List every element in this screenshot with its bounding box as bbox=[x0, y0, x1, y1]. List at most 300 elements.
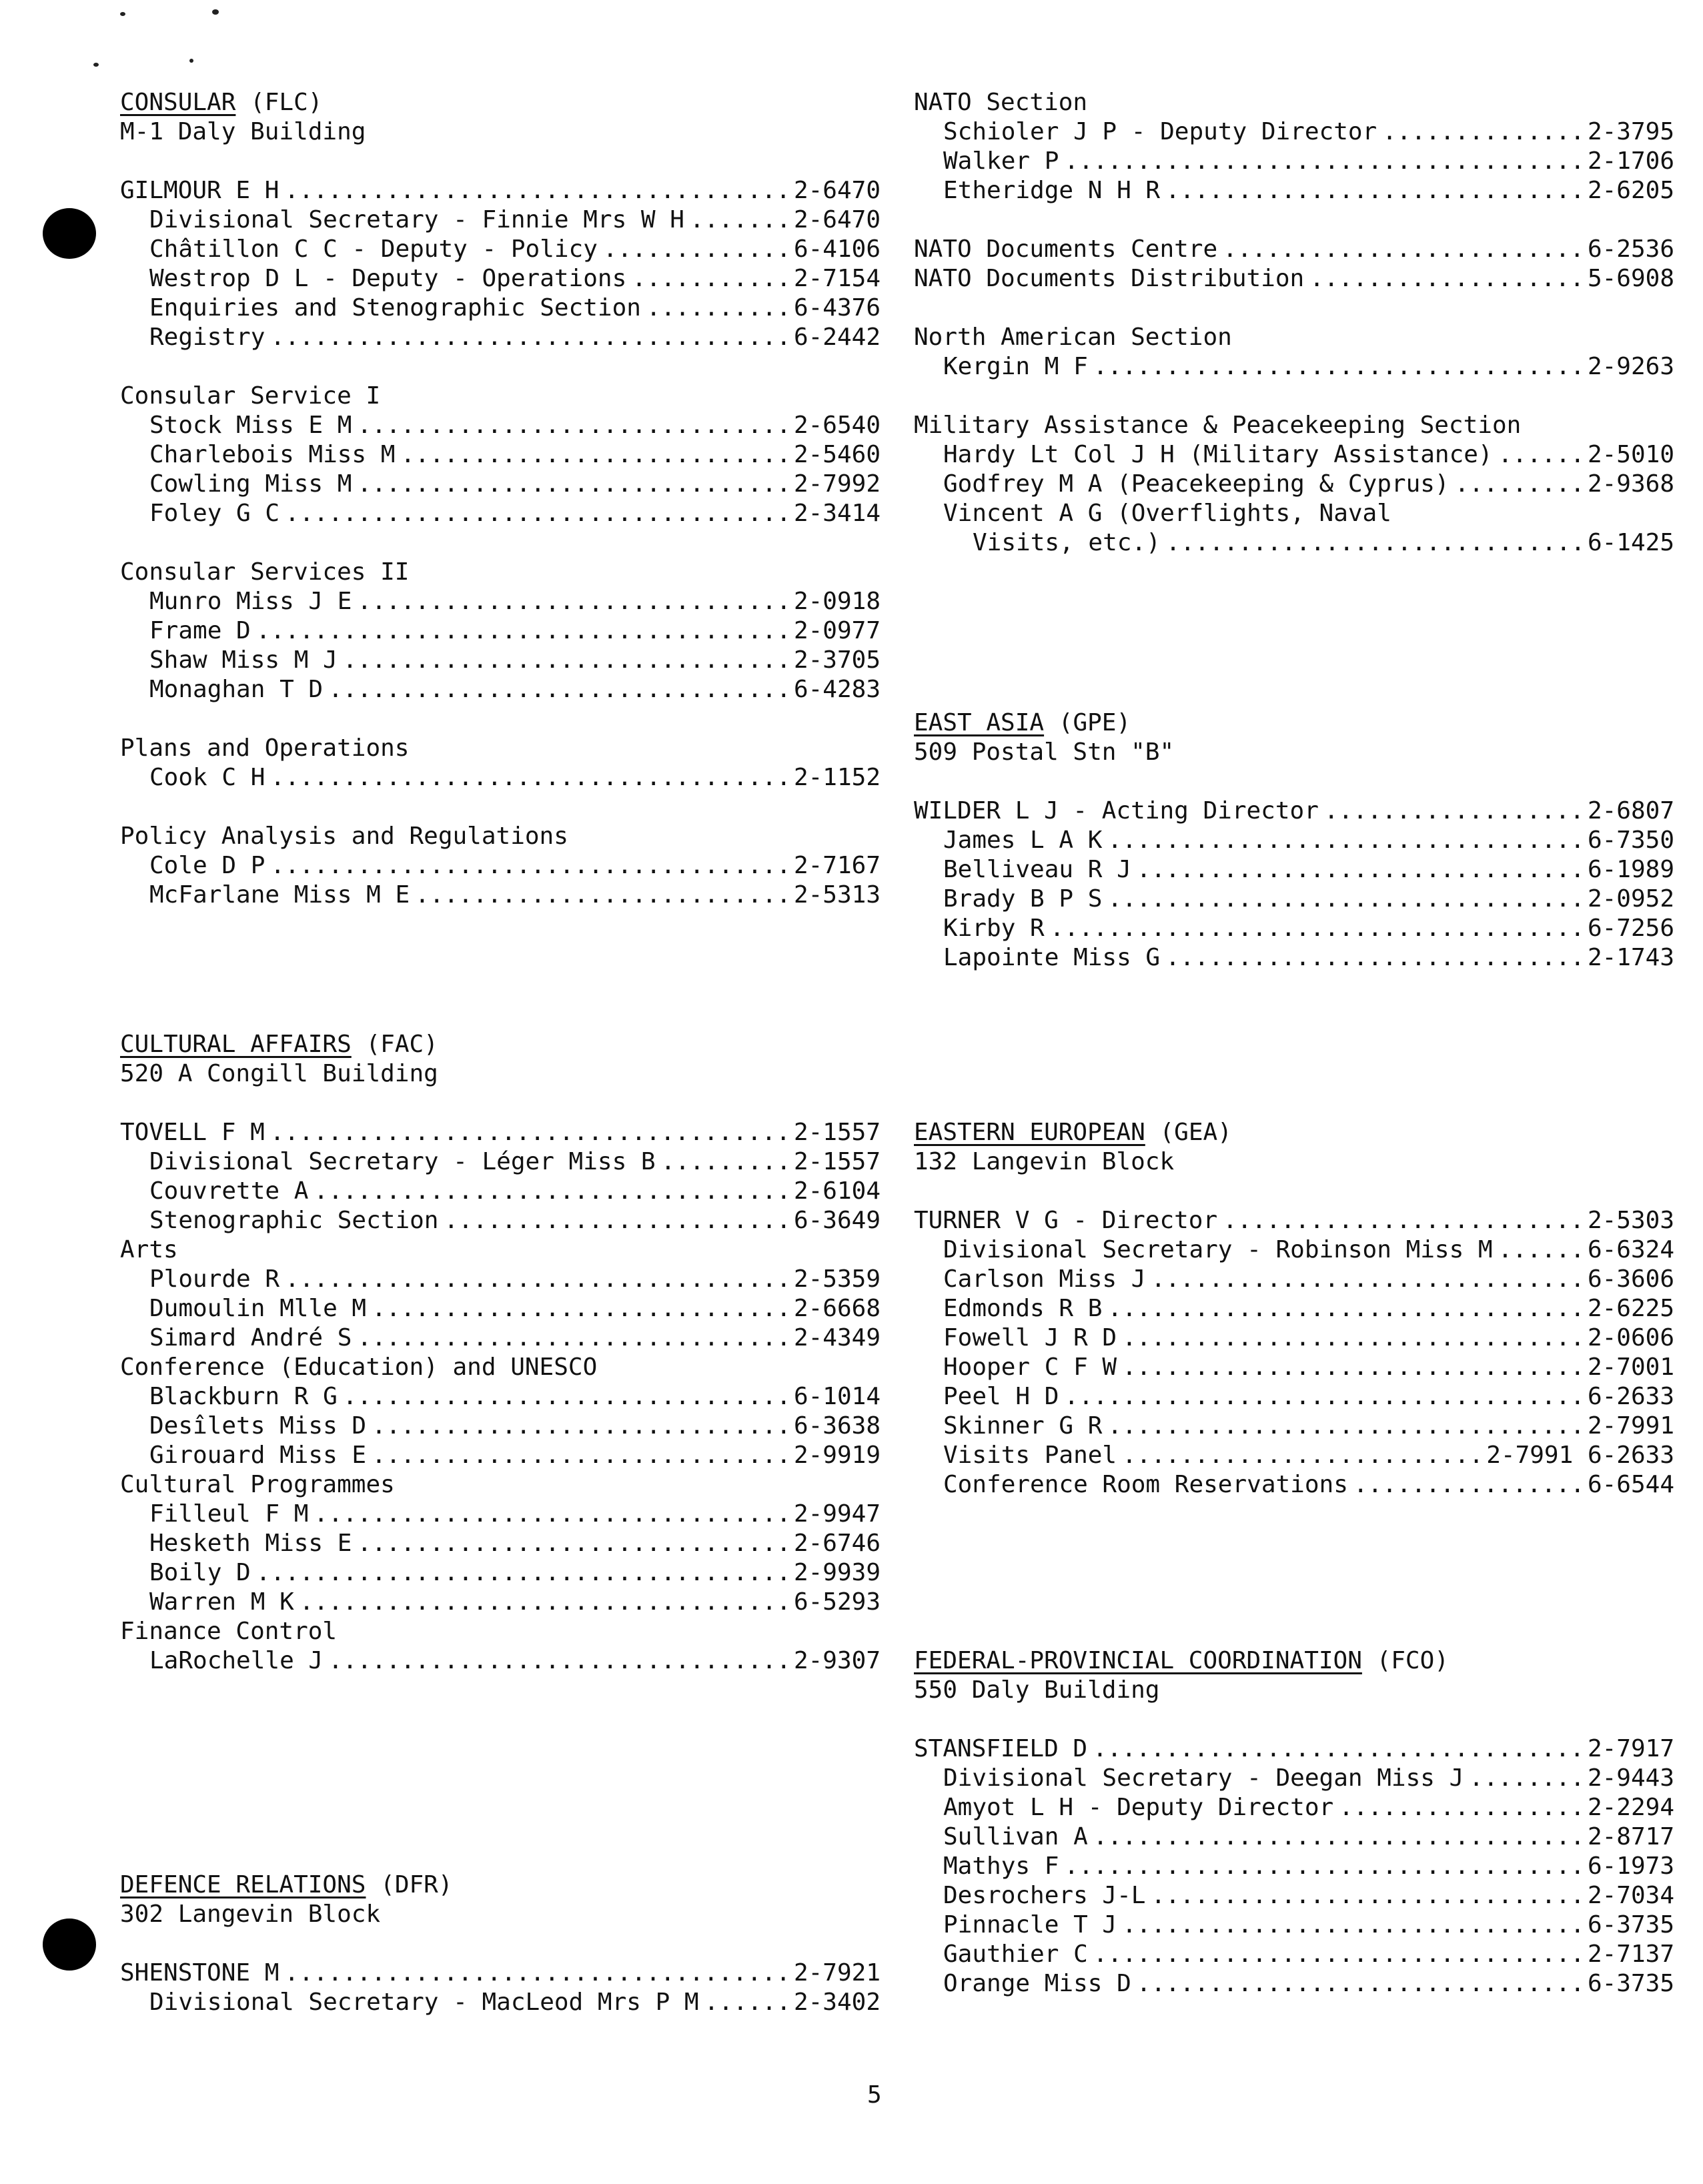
dot-leader bbox=[603, 235, 788, 264]
dot-leader bbox=[1107, 1412, 1582, 1441]
phone-extension: 2-5313 bbox=[793, 881, 881, 909]
directory-entry bbox=[914, 264, 1674, 294]
dot-leader bbox=[1122, 1910, 1582, 1940]
directory-entry bbox=[914, 1412, 1674, 1441]
entry-name: Skinner G R bbox=[943, 1412, 1103, 1440]
entry-name: SHENSTONE M bbox=[120, 1959, 279, 1987]
directory-entry bbox=[914, 352, 1674, 382]
section-defence-relations bbox=[120, 1870, 881, 2017]
directory-entry bbox=[914, 1353, 1674, 1382]
subsection-heading: Arts bbox=[120, 1236, 178, 1263]
dot-leader bbox=[357, 1529, 788, 1558]
directory-entry bbox=[914, 1470, 1674, 1500]
phone-extension: 6-3735 bbox=[1587, 1970, 1674, 1997]
section-federal-provincial-coordination bbox=[914, 1646, 1674, 1999]
section-heading bbox=[120, 88, 881, 117]
entry-name: Gauthier C bbox=[943, 1941, 1088, 1968]
dot-leader bbox=[1107, 826, 1582, 855]
phone-extension: 2-6668 bbox=[793, 1295, 881, 1322]
entry-name: Foley G C bbox=[149, 500, 280, 527]
entry-name: Brady B P S bbox=[943, 885, 1103, 913]
entry-name: Couvrette A bbox=[149, 1177, 309, 1205]
entry-name: Stock Miss E M bbox=[149, 412, 352, 439]
directory-entry bbox=[120, 763, 881, 792]
phone-extension: 6-1425 bbox=[1587, 529, 1674, 556]
entry-name: TURNER V G - Director bbox=[914, 1207, 1218, 1234]
entry-name: Cowling Miss M bbox=[149, 470, 352, 498]
dot-leader bbox=[1151, 1265, 1582, 1294]
phone-extension: 2-6470 bbox=[793, 206, 881, 233]
dot-leader bbox=[270, 323, 788, 352]
dot-leader bbox=[1122, 1353, 1582, 1382]
directory-entry bbox=[120, 235, 881, 264]
entry-name: Châtillon C C - Deputy - Policy bbox=[149, 235, 598, 263]
dot-leader bbox=[357, 1323, 788, 1353]
dot-leader bbox=[1064, 1852, 1582, 1881]
directory-entry bbox=[914, 943, 1674, 973]
entry-name: Divisional Secretary - Deegan Miss J bbox=[943, 1764, 1464, 1792]
directory-entry bbox=[914, 1265, 1674, 1294]
entry-name: Girouard Miss E bbox=[149, 1442, 367, 1469]
directory-entry bbox=[120, 176, 881, 205]
directory-entry bbox=[914, 235, 1674, 264]
phone-extension: 2-9307 bbox=[793, 1647, 881, 1674]
page-number: 5 bbox=[867, 2081, 882, 2109]
dot-leader bbox=[1107, 885, 1582, 914]
entry-name: NATO Documents Distribution bbox=[914, 265, 1305, 292]
phone-extension: 2-9443 bbox=[1587, 1764, 1674, 1792]
entry-name: Desîlets Miss D bbox=[149, 1412, 367, 1440]
dot-leader bbox=[284, 176, 788, 205]
dot-leader bbox=[632, 264, 788, 294]
dot-leader bbox=[285, 499, 788, 528]
directory-entry bbox=[120, 1323, 881, 1353]
entry-name: Monaghan T D bbox=[149, 676, 324, 703]
directory-entry bbox=[120, 323, 881, 352]
phone-extension: 2-3705 bbox=[793, 646, 881, 674]
directory-entry bbox=[120, 616, 881, 646]
directory-entry bbox=[120, 1147, 881, 1177]
directory-entry bbox=[120, 1988, 881, 2017]
directory-entry bbox=[914, 440, 1674, 470]
entry-name: NATO Documents Centre bbox=[914, 235, 1218, 263]
entry-name: Divisional Secretary - Robinson Miss M bbox=[943, 1236, 1493, 1263]
dot-leader bbox=[1050, 914, 1582, 943]
scan-speck bbox=[120, 12, 125, 16]
directory-entry bbox=[120, 264, 881, 294]
section-location: 550 Daly Building bbox=[914, 1676, 1160, 1704]
entry-name: Cole D P bbox=[149, 852, 265, 879]
punch-hole-bottom bbox=[43, 1919, 96, 1971]
phone-extension: 6-7256 bbox=[1587, 915, 1674, 942]
entry-name: TOVELL F M bbox=[120, 1119, 265, 1146]
dot-leader bbox=[1455, 470, 1582, 499]
entry-name: Walker P bbox=[943, 147, 1059, 175]
section-location: 302 Langevin Block bbox=[120, 1900, 381, 1928]
dot-leader bbox=[1122, 1441, 1481, 1470]
dot-leader bbox=[270, 1118, 788, 1147]
directory-entry bbox=[914, 1910, 1674, 1940]
dot-leader bbox=[343, 1382, 788, 1412]
entry-name: Simard André S bbox=[149, 1324, 352, 1351]
section-heading bbox=[914, 1118, 1674, 1147]
subsection-heading: Cultural Programmes bbox=[120, 1471, 395, 1498]
dot-leader bbox=[1093, 352, 1582, 382]
dot-leader bbox=[1309, 264, 1582, 294]
entry-name: Orange Miss D bbox=[943, 1970, 1131, 1997]
entry-name: Dumoulin Mlle M bbox=[149, 1295, 367, 1322]
directory-entry bbox=[914, 1881, 1674, 1910]
entry-name: Carlson Miss J bbox=[943, 1265, 1146, 1293]
dot-leader bbox=[1498, 440, 1582, 470]
dot-leader bbox=[314, 1177, 788, 1206]
dot-leader bbox=[661, 1147, 788, 1177]
dot-leader bbox=[284, 1959, 788, 1988]
dot-leader bbox=[372, 1441, 788, 1470]
dot-leader bbox=[372, 1294, 788, 1323]
dot-leader bbox=[357, 587, 788, 616]
entry-name: Edmonds R B bbox=[943, 1295, 1103, 1322]
directory-entry bbox=[914, 796, 1674, 826]
section-title: FEDERAL-PROVINCIAL COORDINATION bbox=[914, 1647, 1362, 1674]
phone-extension: 2-1743 bbox=[1587, 944, 1674, 971]
entry-name: Cook C H bbox=[149, 764, 265, 791]
dot-leader bbox=[314, 1500, 788, 1529]
dot-leader bbox=[415, 881, 788, 910]
section-location: 520 A Congill Building bbox=[120, 1060, 438, 1087]
section-title: EAST ASIA bbox=[914, 709, 1045, 736]
section-code: (DFR) bbox=[380, 1871, 453, 1898]
entry-name: LaRochelle J bbox=[149, 1647, 324, 1674]
phone-extension: 2-8717 bbox=[1587, 1823, 1674, 1850]
dot-leader bbox=[1093, 1940, 1582, 1969]
section-heading bbox=[914, 708, 1674, 738]
directory-entry bbox=[914, 914, 1674, 943]
entry-name: Pinnacle T J bbox=[943, 1911, 1117, 1939]
subsection-heading: Consular Services II bbox=[120, 558, 410, 586]
phone-extension: 6-3638 bbox=[793, 1412, 881, 1440]
entry-name: Hooper C F W bbox=[943, 1353, 1117, 1381]
phone-extension: 6-6544 bbox=[1587, 1471, 1674, 1498]
dot-leader bbox=[1382, 117, 1582, 147]
entry-name: Godfrey M A (Peacekeeping & Cyprus) bbox=[943, 470, 1450, 498]
section-consular bbox=[120, 88, 881, 910]
dot-leader bbox=[704, 1988, 788, 2017]
entry-name: Frame D bbox=[149, 617, 251, 644]
section-location: 509 Postal Stn "B" bbox=[914, 738, 1175, 766]
dot-leader bbox=[1339, 1793, 1582, 1822]
entry-name: Divisional Secretary - Léger Miss B bbox=[149, 1148, 656, 1175]
phone-extension: 2-3414 bbox=[793, 500, 881, 527]
directory-entry bbox=[120, 1382, 881, 1412]
section-heading bbox=[914, 1646, 1674, 1676]
phone-extension: 2-6540 bbox=[793, 412, 881, 439]
phone-extension: 6-1973 bbox=[1587, 1852, 1674, 1880]
phone-extension: 2-1557 bbox=[793, 1148, 881, 1175]
subsection-heading: Consular Service I bbox=[120, 382, 381, 410]
directory-entry bbox=[120, 675, 881, 704]
section-code: (FLC) bbox=[250, 89, 323, 116]
phone-extension: 5-6908 bbox=[1587, 265, 1674, 292]
entry-name: Lapointe Miss G bbox=[943, 944, 1161, 971]
directory-entry bbox=[120, 1959, 881, 1988]
section-location: 132 Langevin Block bbox=[914, 1148, 1175, 1175]
dot-leader bbox=[1223, 1206, 1582, 1235]
directory-entry bbox=[120, 294, 881, 323]
directory-entry bbox=[914, 1764, 1674, 1793]
directory-entry bbox=[120, 205, 881, 235]
entry-name: Hesketh Miss E bbox=[149, 1530, 352, 1557]
directory-entry bbox=[120, 881, 881, 910]
section-title: CONSULAR bbox=[120, 89, 236, 116]
phone-extension: 2-1706 bbox=[1587, 147, 1674, 175]
entry-name: Visits Panel bbox=[943, 1442, 1117, 1469]
dot-leader bbox=[328, 675, 788, 704]
phone-extension: 6-2536 bbox=[1587, 235, 1674, 263]
entry-name: McFarlane Miss M E bbox=[149, 881, 410, 909]
directory-entry bbox=[914, 176, 1674, 205]
phone-extension: 2-6225 bbox=[1587, 1295, 1674, 1322]
dot-leader bbox=[1498, 1235, 1582, 1265]
phone-extension: 6-7350 bbox=[1587, 827, 1674, 854]
dot-leader bbox=[372, 1412, 788, 1441]
section-title: DEFENCE RELATIONS bbox=[120, 1871, 366, 1898]
directory-entry bbox=[120, 411, 881, 440]
directory-entry bbox=[914, 1852, 1674, 1881]
dot-leader bbox=[1107, 1294, 1582, 1323]
scan-speck bbox=[189, 59, 193, 63]
directory-entry bbox=[120, 1177, 881, 1206]
entry-name: Amyot L H - Deputy Director bbox=[943, 1794, 1334, 1821]
directory-entry bbox=[914, 1969, 1674, 1999]
directory-entry bbox=[914, 855, 1674, 885]
section-code: (GPE) bbox=[1058, 709, 1131, 736]
dot-leader bbox=[357, 470, 788, 499]
entry-name: Schioler J P - Deputy Director bbox=[943, 118, 1377, 145]
directory-entry bbox=[914, 826, 1674, 855]
dot-leader bbox=[328, 1646, 788, 1676]
entry-name: Blackburn R G bbox=[149, 1383, 338, 1410]
dot-leader bbox=[285, 1265, 788, 1294]
phone-extension: 2-5359 bbox=[793, 1265, 881, 1293]
dot-leader bbox=[1151, 1881, 1582, 1910]
directory-entry bbox=[914, 1206, 1674, 1235]
dot-leader bbox=[1137, 1969, 1582, 1999]
directory-entry bbox=[914, 1940, 1674, 1969]
phone-extension: 6-2442 bbox=[793, 324, 881, 351]
section-heading bbox=[120, 1870, 881, 1900]
dot-leader bbox=[690, 205, 788, 235]
phone-extension: 2-7921 bbox=[793, 1959, 881, 1987]
phone-extension: 6-6324 bbox=[1587, 1236, 1674, 1263]
phone-extension: 2-7137 bbox=[1587, 1941, 1674, 1968]
directory-entry bbox=[120, 1441, 881, 1470]
subsection-heading: Plans and Operations bbox=[120, 734, 410, 762]
directory-entry bbox=[120, 499, 881, 528]
section-heading bbox=[120, 1030, 881, 1059]
subsection-heading: Finance Control bbox=[120, 1618, 338, 1645]
entry-name: GILMOUR E H bbox=[120, 177, 279, 204]
directory-entry bbox=[914, 1235, 1674, 1265]
phone-extension: 6-3649 bbox=[793, 1207, 881, 1234]
phone-extension: 2-6104 bbox=[793, 1177, 881, 1205]
directory-entry bbox=[914, 885, 1674, 914]
phone-extension: 2-7991 6-2633 bbox=[1486, 1442, 1674, 1469]
entry-name: Desrochers J-L bbox=[943, 1882, 1146, 1909]
directory-entry bbox=[120, 1500, 881, 1529]
directory-entry bbox=[914, 1734, 1674, 1764]
phone-extension: 6-2633 bbox=[1587, 1383, 1674, 1410]
subsection-heading: Policy Analysis and Regulations bbox=[120, 823, 568, 850]
entry-name: Hardy Lt Col J H (Military Assistance) bbox=[943, 441, 1493, 468]
dot-leader bbox=[646, 294, 788, 323]
entry-name: Visits, etc.) bbox=[973, 529, 1161, 556]
phone-extension: 2-9919 bbox=[793, 1442, 881, 1469]
phone-extension: 6-3735 bbox=[1587, 1911, 1674, 1939]
directory-entry bbox=[120, 1294, 881, 1323]
phone-extension: 2-5303 bbox=[1587, 1207, 1674, 1234]
section-location: M-1 Daly Building bbox=[120, 118, 366, 145]
phone-extension: 2-9947 bbox=[793, 1500, 881, 1528]
directory-entry bbox=[914, 1382, 1674, 1412]
phone-extension: 6-5293 bbox=[793, 1588, 881, 1616]
phone-extension: 2-9368 bbox=[1587, 470, 1674, 498]
phone-extension: 6-1989 bbox=[1587, 856, 1674, 883]
phone-extension: 2-4349 bbox=[793, 1324, 881, 1351]
dot-leader bbox=[256, 616, 788, 646]
phone-extension: 2-5460 bbox=[793, 441, 881, 468]
dot-leader bbox=[300, 1588, 788, 1617]
phone-extension: 2-7991 bbox=[1587, 1412, 1674, 1440]
directory-entry bbox=[120, 851, 881, 881]
directory-entry bbox=[120, 1646, 881, 1676]
directory-entry bbox=[120, 1265, 881, 1294]
section-title: EASTERN EUROPEAN bbox=[914, 1119, 1145, 1146]
directory-entry bbox=[914, 470, 1674, 499]
directory-entry bbox=[120, 1588, 881, 1617]
phone-extension: 6-3606 bbox=[1587, 1265, 1674, 1293]
directory-entry bbox=[120, 470, 881, 499]
entry-name: Enquiries and Stenographic Section bbox=[149, 294, 641, 322]
directory-entry bbox=[914, 117, 1674, 147]
dot-leader bbox=[256, 1558, 788, 1588]
entry-name: Charlebois Miss M bbox=[149, 441, 396, 468]
directory-entry bbox=[120, 440, 881, 470]
phone-extension: 2-7992 bbox=[793, 470, 881, 498]
directory-entry bbox=[120, 1118, 881, 1147]
directory-entry bbox=[120, 646, 881, 675]
section-code: (GEA) bbox=[1159, 1119, 1232, 1146]
section-code: (FAC) bbox=[366, 1031, 438, 1058]
entry-name: Fowell J R D bbox=[943, 1324, 1117, 1351]
section-code: (FCO) bbox=[1376, 1647, 1449, 1674]
entry-name: Shaw Miss M J bbox=[149, 646, 338, 674]
directory-entry bbox=[914, 1441, 1674, 1470]
phone-extension: 2-6205 bbox=[1587, 177, 1674, 204]
directory-entry bbox=[914, 1294, 1674, 1323]
entry-name: Stenographic Section bbox=[149, 1207, 439, 1234]
directory-entry bbox=[914, 1822, 1674, 1852]
phone-extension: 2-6746 bbox=[793, 1530, 881, 1557]
entry-name: Divisional Secretary - Finnie Mrs W H bbox=[149, 206, 684, 233]
phone-extension: 2-0918 bbox=[793, 588, 881, 615]
directory-entry bbox=[914, 1323, 1674, 1353]
section-cultural-affairs bbox=[120, 1030, 881, 1676]
entry-name: Kergin M F bbox=[943, 353, 1088, 380]
dot-leader bbox=[1223, 235, 1582, 264]
subsection-heading: Military Assistance & Peacekeeping Section bbox=[914, 412, 1522, 439]
entry-name: Plourde R bbox=[149, 1265, 280, 1293]
punch-hole-top bbox=[43, 208, 96, 259]
entry-name: James L A K bbox=[943, 827, 1103, 854]
phone-extension: 2-7001 bbox=[1587, 1353, 1674, 1381]
phone-extension: 2-6807 bbox=[1587, 797, 1674, 825]
phone-extension: 2-3795 bbox=[1587, 118, 1674, 145]
dot-leader bbox=[270, 763, 788, 792]
section-east-asia bbox=[914, 708, 1674, 973]
dot-leader bbox=[444, 1206, 788, 1235]
dot-leader bbox=[1166, 528, 1582, 558]
section-eastern-european bbox=[914, 1118, 1674, 1500]
phone-extension: 2-9939 bbox=[793, 1559, 881, 1586]
phone-extension: 2-5010 bbox=[1587, 441, 1674, 468]
entry-name: WILDER L J - Acting Director bbox=[914, 797, 1319, 825]
dot-leader bbox=[270, 851, 788, 881]
entry-name: Etheridge N H R bbox=[943, 177, 1161, 204]
phone-extension: 2-9263 bbox=[1587, 353, 1674, 380]
dot-leader bbox=[1122, 1323, 1582, 1353]
phone-extension: 2-7917 bbox=[1587, 1735, 1674, 1762]
directory-entry bbox=[120, 1412, 881, 1441]
directory-entry bbox=[914, 528, 1674, 558]
phone-extension: 2-0977 bbox=[793, 617, 881, 644]
dot-leader bbox=[400, 440, 788, 470]
subsection-heading: Conference (Education) and UNESCO bbox=[120, 1353, 598, 1381]
directory-entry bbox=[120, 587, 881, 616]
entry-name: Mathys F bbox=[943, 1852, 1059, 1880]
phone-extension: 6-1014 bbox=[793, 1383, 881, 1410]
dot-leader bbox=[1165, 176, 1582, 205]
dot-leader bbox=[1324, 796, 1582, 826]
phone-extension: 2-7034 bbox=[1587, 1882, 1674, 1909]
entry-name: Munro Miss J E bbox=[149, 588, 352, 615]
entry-name: Peel H D bbox=[943, 1383, 1059, 1410]
section-nato bbox=[914, 88, 1674, 558]
entry-name: Registry bbox=[149, 324, 265, 351]
phone-extension: 2-0606 bbox=[1587, 1324, 1674, 1351]
entry-name: Kirby R bbox=[943, 915, 1045, 942]
dot-leader bbox=[1093, 1822, 1582, 1852]
phone-extension: 6-4106 bbox=[793, 235, 881, 263]
directory-entry bbox=[120, 1558, 881, 1588]
phone-extension: 2-7167 bbox=[793, 852, 881, 879]
directory-entry bbox=[120, 1529, 881, 1558]
directory-entry bbox=[914, 1793, 1674, 1822]
phone-extension: 2-2294 bbox=[1587, 1794, 1674, 1821]
phone-extension: 6-4376 bbox=[793, 294, 881, 322]
dot-leader bbox=[1137, 855, 1582, 885]
entry-name: STANSFIELD D bbox=[914, 1735, 1088, 1762]
dot-leader bbox=[1064, 1382, 1582, 1412]
phone-extension: 2-7154 bbox=[793, 265, 881, 292]
directory-entry bbox=[120, 1206, 881, 1235]
subsection-heading: North American Section bbox=[914, 324, 1232, 351]
dot-leader bbox=[343, 646, 788, 675]
phone-extension: 2-1557 bbox=[793, 1119, 881, 1146]
dot-leader bbox=[1165, 943, 1582, 973]
phone-extension: 2-1152 bbox=[793, 764, 881, 791]
entry-name: Warren M K bbox=[149, 1588, 294, 1616]
